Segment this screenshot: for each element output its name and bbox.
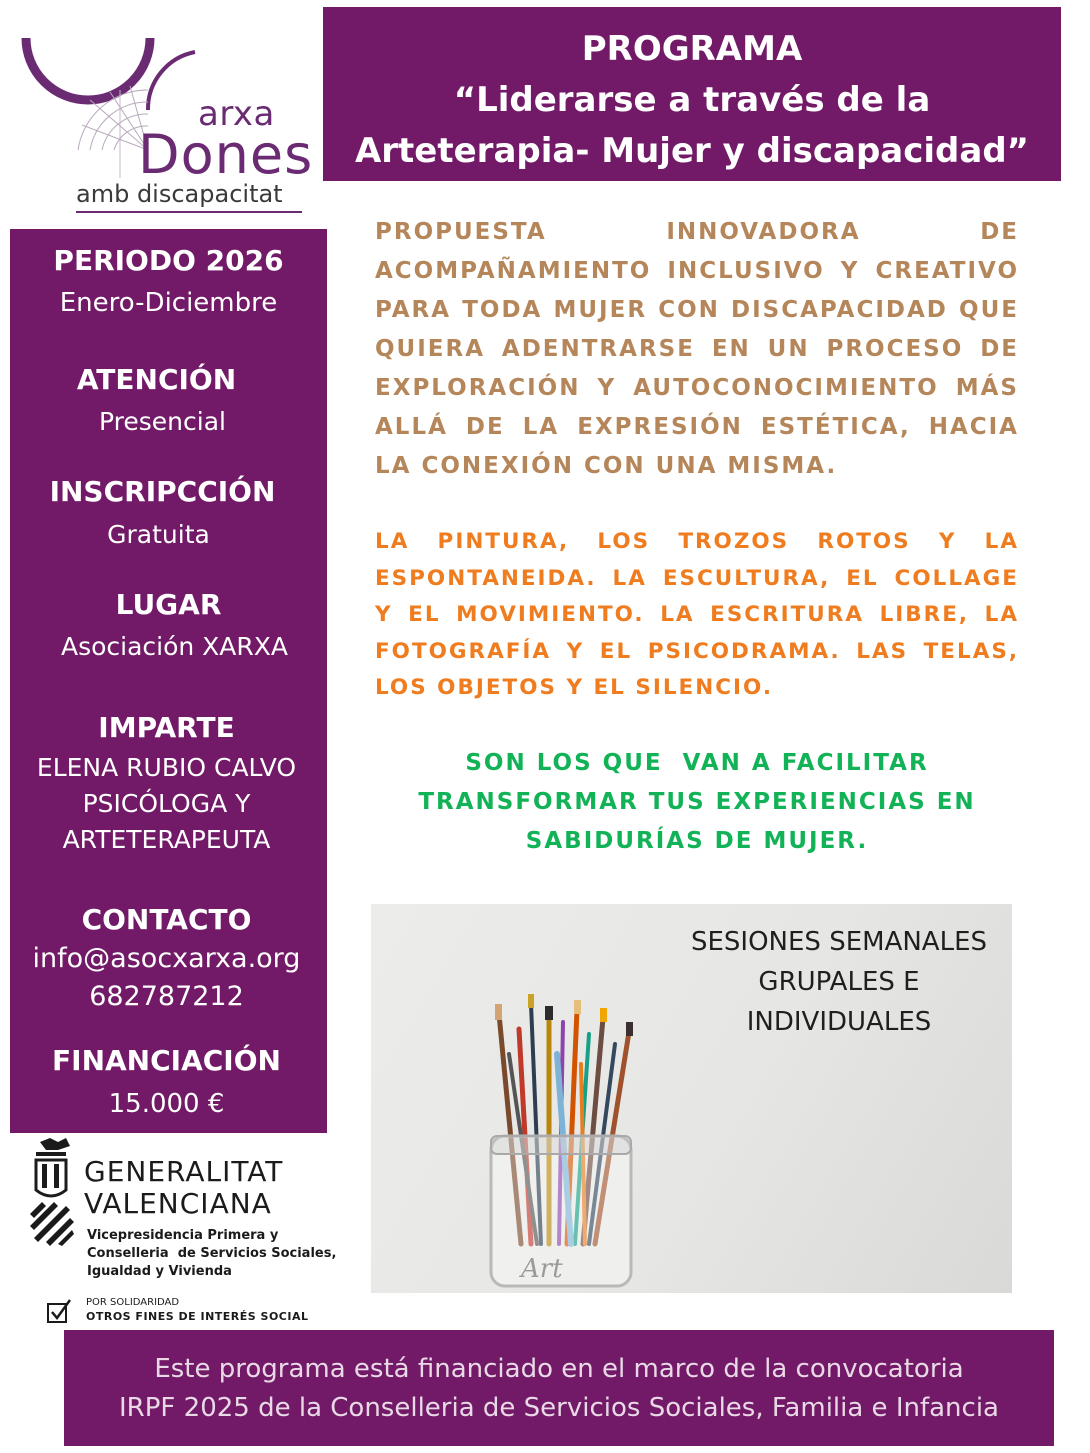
logo-underline [76,211,302,213]
contacto-phone[interactable]: 682787212 [89,981,244,1012]
footer-line-1: Este programa está financiado en el marco de la convocatoria [154,1354,964,1384]
footer-line-2: IRPF 2025 de la Conselleria de Servicios Sociales, Familia e Infancia [119,1393,999,1423]
irpf-label-big: OTROS FINES DE INTERÉS SOCIAL [86,1310,309,1323]
financiacion-heading: FINANCIACIÓN [52,1044,281,1077]
xarxa-dones-logo [20,30,314,220]
title-line-3: Arteterapia- Mujer y discapacidad” [354,131,1030,171]
inscripcion-heading: INSCRIPCCIÓN [49,475,276,508]
checkbox-tick-icon [46,1298,72,1326]
info-sidebar [10,229,327,1133]
imparte-role-1: PSICÓLOGA Y [82,789,251,818]
lugar-value: Asociación XARXA [60,632,289,661]
imparte-role-2: ARTETERAPEUTA [62,825,271,854]
atencion-value: Presencial [99,407,226,436]
closing-line-3: SABIDURÍAS DE MUJER. [525,828,869,854]
atencion-heading: ATENCIÓN [76,363,237,396]
lugar-heading: LUGAR [115,588,222,621]
closing-paragraph [375,744,1019,861]
periodo-heading: PERIODO 2026 [53,244,284,277]
caption-line-3: INDIVIDUALES [746,1007,932,1037]
logo-word-dones: Dones [138,123,314,186]
title-line-2: “Liderarse a través de la [453,80,931,120]
contacto-heading: CONTACTO [81,903,252,936]
gva-coat-of-arms-icon [28,1138,78,1248]
closing-line-2: TRANSFORMAR TUS EXPERIENCIAS EN [418,789,976,815]
periodo-value: Enero-Diciembre [59,288,278,318]
jar-lettering: Art [521,1254,563,1284]
imparte-name: ELENA RUBIO CALVO [36,753,297,782]
irpf-solidarity-badge [46,1296,326,1326]
logo-word-xarxa: arxa [198,94,275,134]
techniques-paragraph: LA PINTURA, LOS TROZOS ROTOS Y LA ESPONTANEIDA. LA ESCULTURA, EL COLLAGE Y EL MOVIMIENTO. LA ESCRITURA LIBRE, LA FOTOGRAFÍA Y EL PSICODRAMA. LAS TELAS, LOS OBJETOS Y EL SILENCIO. [375,529,1019,701]
caption-line-2: GRUPALES E [758,967,920,997]
caption-line-1: SESIONES SEMANALES [690,927,988,957]
gva-name-line-1: GENERALITAT [84,1155,284,1188]
generalitat-valenciana-logo [28,1138,337,1288]
funding-footer [64,1330,1054,1446]
logo-word-dones-rest: ones [180,123,314,186]
gva-dept-line-2: Conselleria de Servicios Sociales, [87,1246,337,1261]
gva-department [87,1227,336,1281]
gva-name [84,1156,283,1220]
intro-paragraph: PROPUESTA INNOVADORA DE ACOMPAÑAMIENTO INCLUSIVO Y CREATIVO PARA TODA MUJER CON DISCAPACIDAD QUE QUIERA ADENTRARSE EN UN PROCESO DE EXPLORACIÓN Y AUTOCONOCIMIENTO MÁS ALLÁ DE LA EXPRESIÓN ESTÉTICA, HACIA LA CONEXIÓN CON UNA MISMA. [375,219,1019,479]
program-title-box [323,7,1061,181]
contacto-email[interactable]: info@asocxarxa.org [32,943,301,974]
financiacion-value: 15.000 € [108,1089,225,1119]
gva-dept-line-3: Igualdad y Vivienda [87,1264,232,1279]
gva-dept-line-1: Vicepresidencia Primera y [87,1228,279,1243]
inscripcion-value: Gratuita [107,520,210,549]
gva-name-line-2: VALENCIANA [84,1187,272,1220]
sessions-caption [663,922,1012,1042]
irpf-label-small: POR SOLIDARIDAD [86,1297,180,1308]
logo-tagline: amb discapacitat [76,180,283,208]
title-line-1: PROGRAMA [581,29,803,69]
brushes-jar-photo [371,904,1012,1293]
closing-line-1: SON LOS QUE VAN A FACILITAR [465,750,929,776]
imparte-heading: IMPARTE [98,711,235,744]
